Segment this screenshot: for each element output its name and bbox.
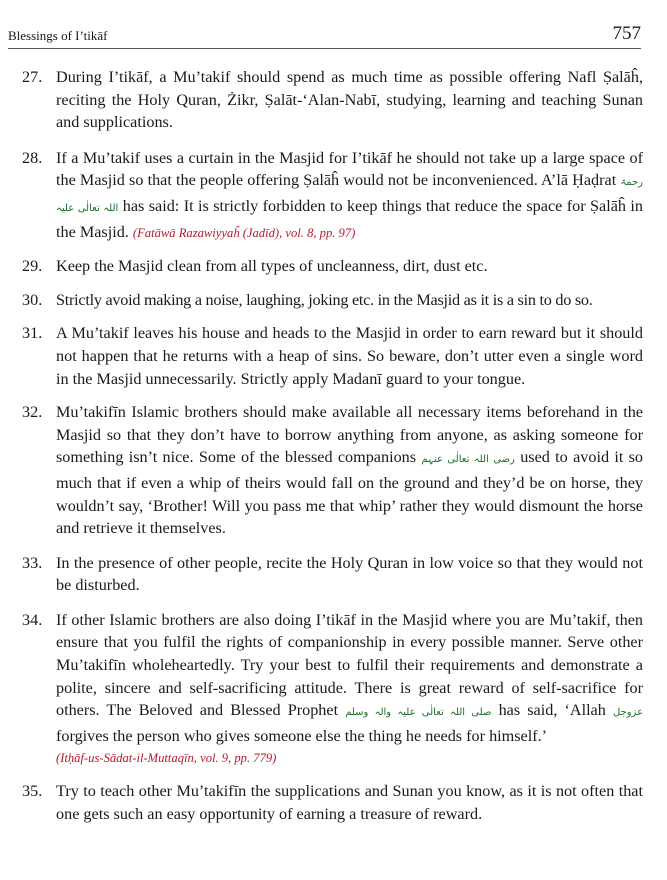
item-number: 28. <box>22 148 43 167</box>
item-text-part: used to avoid it so much that if even a whip of theirs would fall on the ground and they’d be on horse, they wouldn’t say, ‘Brother! Will you pass me that whip’ rather they would dismount the horse and retrieve it themselves. <box>56 448 644 538</box>
list-item <box>22 147 643 244</box>
honorific-arabic: رضی اللہ تعالٰی عنہم <box>421 454 515 466</box>
item-number: 35. <box>22 782 43 801</box>
list-item <box>22 289 643 312</box>
item-text: Try to teach other Mu’takifīn the supplications and Sunan you know, as it is not often that one gets such an easy opportunity of earning a treasure of reward. <box>56 782 643 823</box>
honorific-arabic: عزوجل <box>612 707 644 719</box>
item-number: 30. <box>22 290 43 309</box>
list-item <box>22 609 643 770</box>
item-number: 31. <box>22 324 43 343</box>
list-item <box>22 255 643 278</box>
list-item <box>22 66 643 134</box>
item-text-part: has said, ‘Allah <box>498 701 606 720</box>
item-text-part: If other Islamic brothers are also doing I’tikāf in the Masjid where you are Mu’takif, then ensure that you fulfil the rights of companionship in every possible manner. Serve other Mu’takifīn wholeheartedly. Try your best to fulfil their requirements and demonstrate a polite, sincere and self-sacrificing attitude. There is great reward of self-sacrifice for others. The Beloved and Blessed Prophet <box>56 610 643 720</box>
honorific-arabic: صلی اللہ تعالٰی علیہ والہ وسلم <box>345 707 492 719</box>
item-text: Keep the Masjid clean from all types of uncleanness, dirt, dust etc. <box>56 257 488 276</box>
item-number: 34. <box>22 610 43 629</box>
honorific-arabic: رحمۃ اللہ تعالٰی علیہ <box>56 177 644 214</box>
item-text-part: forgives the person who gives someone else the thing he needs for himself.’ <box>56 726 548 745</box>
list-item <box>22 552 643 597</box>
item-number: 27. <box>22 68 43 86</box>
item-text <box>56 147 643 244</box>
item-text-part: If a Mu’takif uses a curtain in the Masjid for I’tikāf he should not take up a large space of the Masjid so that the people offering Ṣalāĥ would not be inconvenienced. A’lā Ḥaḍrat <box>56 148 643 190</box>
page-header <box>8 22 641 49</box>
item-text-part: has said: It is strictly forbidden to keep things that reduce the space for Ṣalāĥ in the Masjid. <box>56 196 644 241</box>
list-item <box>22 780 643 825</box>
item-text: In the presence of other people, recite the Holy Quran in low voice so that they would not be disturbed. <box>56 553 643 595</box>
item-text: Strictly avoid making a noise, laughing, joking etc. in the Masjid as it is a sin to do so. <box>56 290 593 309</box>
item-text <box>56 401 643 540</box>
item-text: A Mu’takif leaves his house and heads to the Masjid in order to earn reward but it should not happen that he returns with a heap of sins. So beware, don’t utter even a single word in the Masjid unnecessarily. Strictly apply Madanī guard to your tongue. <box>56 324 643 388</box>
reference-citation: (Itḥāf-us-Sādat-il-Muttaqīn, vol. 9, pp. 779) <box>56 751 277 766</box>
item-text <box>56 609 643 770</box>
page-number: 757 <box>612 23 641 44</box>
running-title: Blessings of I’tikāf <box>8 28 108 43</box>
item-number: 29. <box>22 257 43 276</box>
content-list <box>22 66 643 825</box>
item-text-part: Mu’takifīn Islamic brothers should make available all necessary items beforehand in the Masjid so that they don’t have to borrow anything from anyone, as asking someone for something isn’t nice. Some of the blessed companions <box>56 403 643 467</box>
list-item <box>22 322 643 390</box>
list-item <box>22 401 643 540</box>
reference-citation: (Fatāwā Razawiyyaĥ (Jadīd), vol. 8, pp. 97) <box>132 225 356 240</box>
item-text: During I’tikāf, a Mu’takif should spend as much time as possible offering Nafl Ṣalāĥ, reciting the Holy Quran, Żikr, Ṣalāt-‘Alan-Nabī, studying, learning and teaching Sunan and supplications. <box>56 68 643 132</box>
item-number: 32. <box>22 403 43 422</box>
item-number: 33. <box>22 553 43 572</box>
